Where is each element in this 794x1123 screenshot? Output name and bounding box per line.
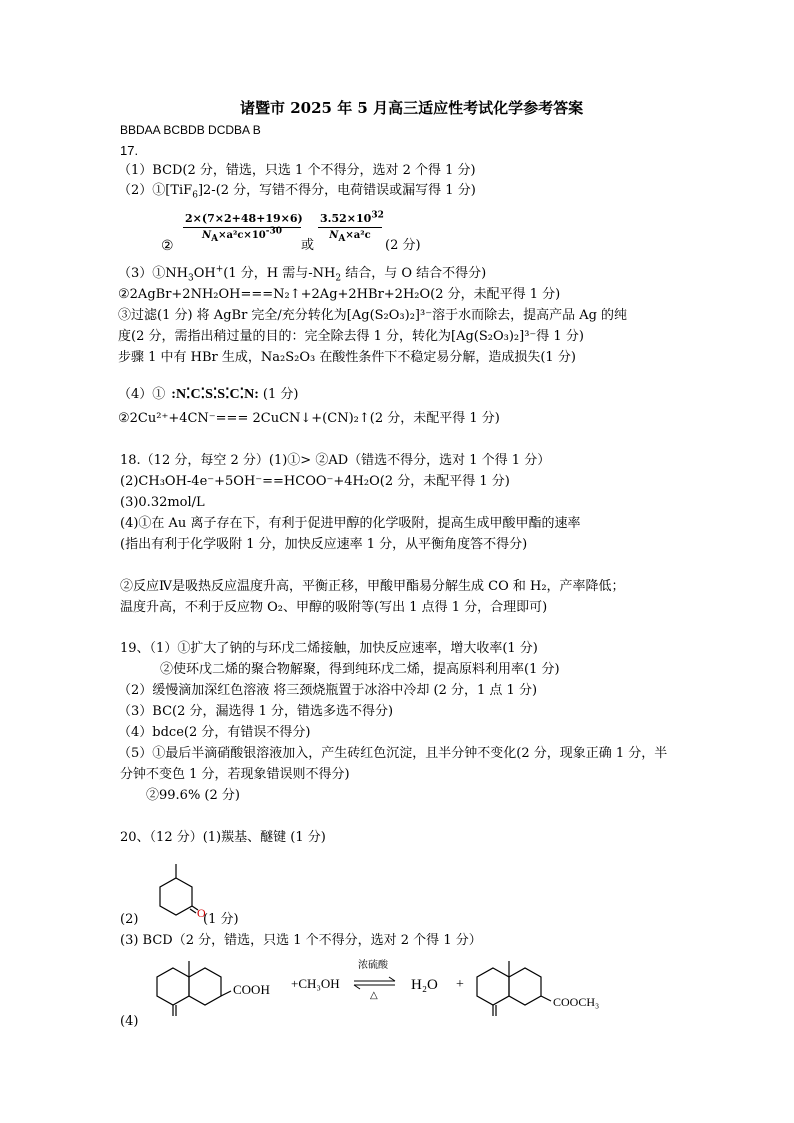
- ester-structure: [477, 961, 551, 1016]
- q19-2: （2）缓慢滴加深红色溶液 将三颈烧瓶置于冰浴中冷却 (2 分，1 点 1 分): [118, 683, 538, 698]
- density-formula-2: [318, 210, 384, 244]
- formula-1-denominator: $N_A\times a^2c\times 10^{-30}$: [201, 226, 282, 244]
- q19-1-2: ②使环戊二烯的聚合物解聚，得到纯环戊二烯，提高原料利用率(1 分): [160, 662, 560, 677]
- formula-1-numerator: 2×(7×2+48+19×6): [183, 212, 301, 228]
- q18-3: (3)0.32mol/L: [120, 495, 205, 510]
- forward-arrow-head: [389, 977, 395, 981]
- ester-ring-b: [509, 968, 541, 1005]
- equilibrium-arrow: [354, 977, 395, 989]
- q18-1: 18.（12 分，每空 2 分）(1)①> ②AD（错选不得分，选对 1 个得 1 分）: [120, 453, 551, 468]
- formula-2-numerator: $3.52\times 10^{32}$: [318, 212, 382, 228]
- q17-2-1-sub: 6: [192, 190, 198, 201]
- carbonyl-oxygen: O: [197, 906, 206, 918]
- q19-4: （4）bdce(2 分，有错误不得分): [118, 725, 311, 740]
- q17-2-1-a: （2）①[TiF: [118, 183, 193, 198]
- q17-4-2: ②2Cu²⁺+4CN⁻=== 2CuCN↓+(CN)₂↑(2 分，未配平得 1 分): [118, 411, 500, 426]
- acid-carboxyl-bond: [221, 991, 231, 996]
- q17-2-1-b: ]2-: [197, 183, 216, 198]
- q17-2-2-label: ②: [161, 238, 174, 254]
- q17-3-3-cont: 度(2 分，需指出稍过量的目的：完全除去得 1 分，转化为[Ag(S₂O₃)₂]³⁻得 1 分): [118, 329, 584, 344]
- acid-structure: [157, 961, 231, 1016]
- q18-4-2: ②反应Ⅳ是吸热反应温度升高，平衡正移，甲酸甲酯易分解生成 CO 和 H₂，产率降低；: [120, 579, 625, 594]
- formula-score: (2 分): [385, 238, 421, 253]
- methanol: +CH₃OH: [291, 976, 340, 991]
- q17-2-1: [118, 183, 476, 199]
- esterification-equation: [145, 952, 625, 1022]
- q20-2-score: (1 分): [203, 912, 239, 927]
- q19-5-1: （5）①最后半滴硝酸银溶液加入，产生砖红色沉淀，且半分钟不变化(2 分，现象正确 1 分，半: [118, 746, 668, 761]
- multiple-choice-answers: BBDAA BCBDB DCDBA B: [120, 123, 261, 137]
- q17-2-1-c: (2 分，写错不得分，电荷错误或漏写得 1 分): [215, 183, 476, 198]
- q20-3: (3) BCD（2 分，错选，只选 1 个不得分，选对 2 个得 1 分）: [120, 933, 482, 948]
- q17-3-4: 步骤 1 中有 HBr 生成，Na₂S₂O₃ 在酸性条件下不稳定易分解，造成损失(1 分): [118, 350, 576, 365]
- q18-4-2-cont: 温度升高，不利于反应物 O₂、甲醇的吸附等(写出 1 点得 1 分，合理即可): [120, 600, 548, 615]
- q17-4-1: （4）① :N⁚C⁚S⁚S⁚C⁚N: (1 分): [118, 387, 299, 402]
- q18-4-1: (4)①在 Au 离子存在下，有利于促进甲醇的化学吸附，提高生成甲酸甲酯的速率: [120, 516, 581, 531]
- acid-ring-a: [157, 968, 189, 1005]
- ester-bond: [541, 996, 551, 1001]
- q19-3: （3）BC(2 分，漏选得 1 分，错选多选不得分): [118, 704, 394, 719]
- carbonyl-bond-2: [190, 909, 196, 913]
- q17-3-1: $(3)①NH_3OH^+(1$ 分，H 需与$-NH_2$ 结合，与 O 结合不得分): [118, 264, 487, 284]
- q19-5-2: ②99.6% (2 分): [146, 788, 240, 803]
- q17-3-2: ②2AgBr+2NH₂OH===N₂↑+2Ag+2HBr+2H₂O(2 分，未配平得 1 分): [118, 287, 561, 302]
- reverse-arrow-head: [354, 985, 360, 989]
- cooch3-group: COOCH₃: [553, 995, 600, 1009]
- lewis-structure: :N⁚C⁚S⁚S⁚C⁚N:: [171, 387, 259, 402]
- q17-heading: 17.: [120, 143, 139, 158]
- cyclohexane-ring: [160, 878, 192, 915]
- plus-sign: +: [456, 977, 464, 992]
- formula-2-denominator: $N_A\times a^2c$: [329, 230, 371, 244]
- density-formula-1: [183, 212, 303, 244]
- formula-or: 或: [301, 238, 315, 253]
- heat-symbol: △: [370, 990, 378, 1001]
- q17-1: （1）BCD(2 分，错选，只选 1 个不得分，选对 2 个得 1 分): [118, 163, 476, 178]
- q20-1: 20、（12 分）(1)羰基、醚键 (1 分): [120, 830, 326, 845]
- cooh-group: COOH: [233, 982, 270, 997]
- ester-ring-a: [477, 968, 509, 1005]
- cyclohexanone-bonds: [160, 864, 198, 915]
- catalyst-label: 浓硫酸: [358, 960, 388, 971]
- water: H₂O: [411, 977, 438, 993]
- q17-3-3: ③过滤(1 分) 将 AgBr 完全/充分转化为[Ag(S₂O₃)₂]³⁻溶于水而除去，提高产品 Ag 的纯: [118, 308, 628, 323]
- acid-ring-b: [189, 968, 221, 1005]
- q19-5-1-cont: 分钟不变色 1 分，若现象错误则不得分): [120, 767, 350, 782]
- q18-4-1-note: (指出有利于化学吸附 1 分，加快反应速率 1 分，从平衡角度答不得分): [120, 537, 528, 552]
- q18-2: (2)CH₃OH-4e⁻+5OH⁻==HCOO⁻+4H₂O(2 分，未配平得 1 分): [120, 474, 510, 489]
- q20-4-label: (4): [120, 1014, 139, 1029]
- page-title: 诸暨市 2025 年 5 月高三适应性考试化学参考答案: [240, 99, 584, 117]
- q20-2-label: (2): [120, 912, 139, 927]
- cyclohexanone-structure: [140, 862, 220, 918]
- q19-1-1: 19、（1）①扩大了钠的与环戊二烯接触，加快反应速率，增大收率(1 分): [120, 641, 538, 656]
